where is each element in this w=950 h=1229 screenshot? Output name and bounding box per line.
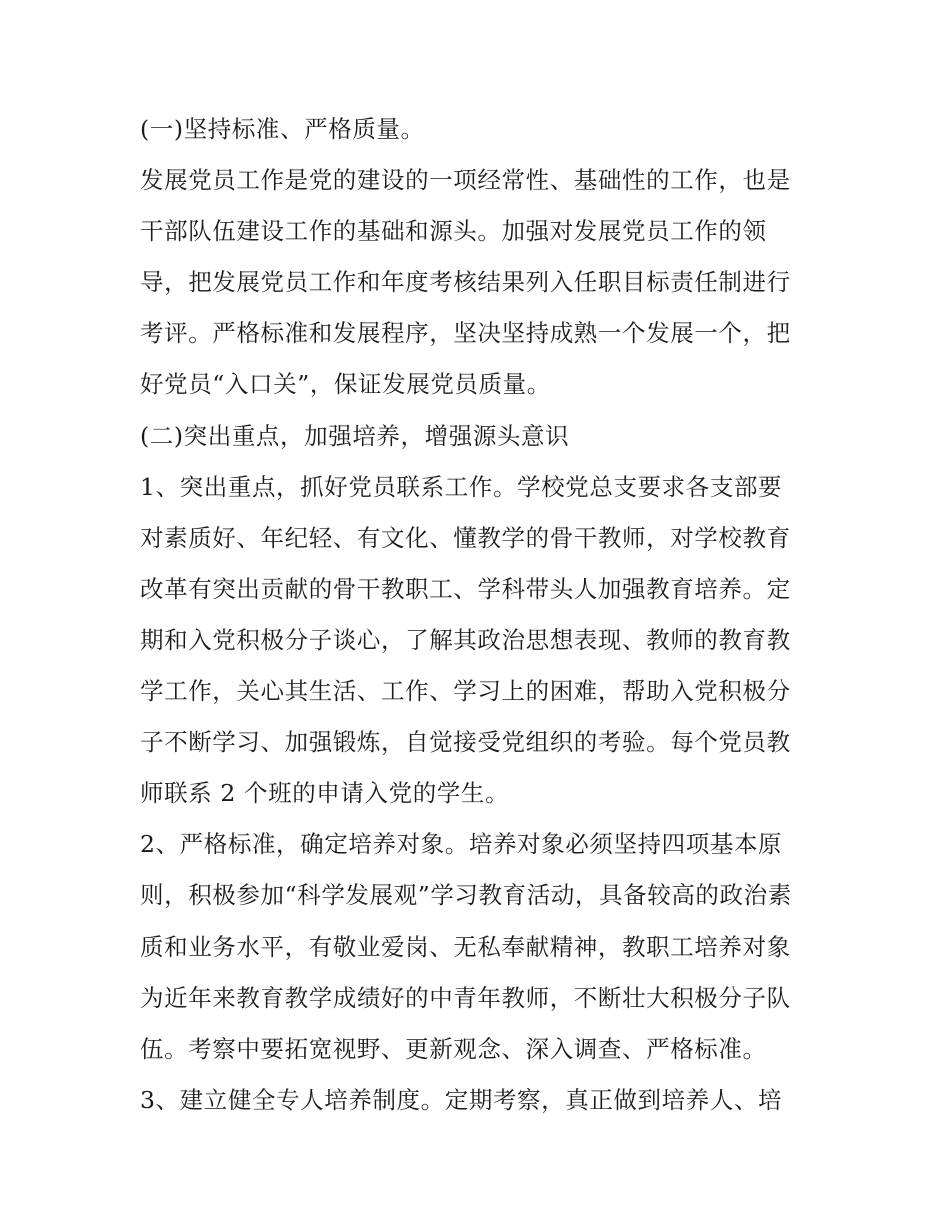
paragraph-line: 干部队伍建设工作的基础和源头。加强对发展党员工作的领 — [140, 217, 767, 246]
paragraph-line: 期和入党积极分子谈心，了解其政治思想表现、教师的教育教 — [140, 625, 791, 654]
paragraph-line: 子不断学习、加强锻炼，自觉接受党组织的考验。每个党员教 — [140, 728, 791, 757]
paragraph-line: 伍。考察中要拓宽视野、更新观念、深入调查、严格标准。 — [140, 1034, 767, 1063]
document-body — [140, 104, 820, 1126]
paragraph-line: 好党员“入口关”，保证发展党员质量。 — [140, 370, 551, 399]
section-heading-1: (一)坚持标准、严格质量。 — [140, 115, 425, 143]
paragraph-line: 师联系 2 个班的申请入党的学生。 — [140, 779, 510, 808]
paragraph-line: 质和业务水平，有敬业爱岗、无私奉献精神，教职工培养对象 — [140, 932, 791, 961]
paragraph-line: 改革有突出贡献的骨干教职工、学科带头人加强教育培养。定 — [140, 574, 791, 603]
paragraph-line: 考评。严格标准和发展程序，坚决坚持成熟一个发展一个，把 — [140, 319, 791, 348]
paragraph-line: 对素质好、年纪轻、有文化、懂教学的骨干教师，对学校教育 — [140, 523, 791, 552]
paragraph-line: 学工作，关心其生活、工作、学习上的困难，帮助入党积极分 — [140, 677, 791, 706]
list-item-2-line: 2、严格标准，确定培养对象。培养对象必须坚持四项基本原 — [140, 830, 783, 859]
paragraph-line: 则，积极参加“科学发展观”学习教育活动，具备较高的政治素 — [140, 881, 792, 910]
paragraph-line: 导，把发展党员工作和年度考核结果列入任职目标责任制进行 — [140, 268, 791, 297]
section-heading-2: (二)突出重点，加强培养，增强源头意识 — [140, 421, 570, 450]
list-item-3-line: 3、建立健全专人培养制度。定期考察，真正做到培养人、培 — [140, 1085, 783, 1114]
list-item-1-line: 1、突出重点，抓好党员联系工作。学校党总支要求各支部要 — [140, 472, 783, 501]
paragraph-line: 发展党员工作是党的建设的一项经常性、基础性的工作，也是 — [140, 166, 791, 195]
paragraph-line: 为近年来教育教学成绩好的中青年教师，不断壮大积极分子队 — [140, 983, 791, 1012]
